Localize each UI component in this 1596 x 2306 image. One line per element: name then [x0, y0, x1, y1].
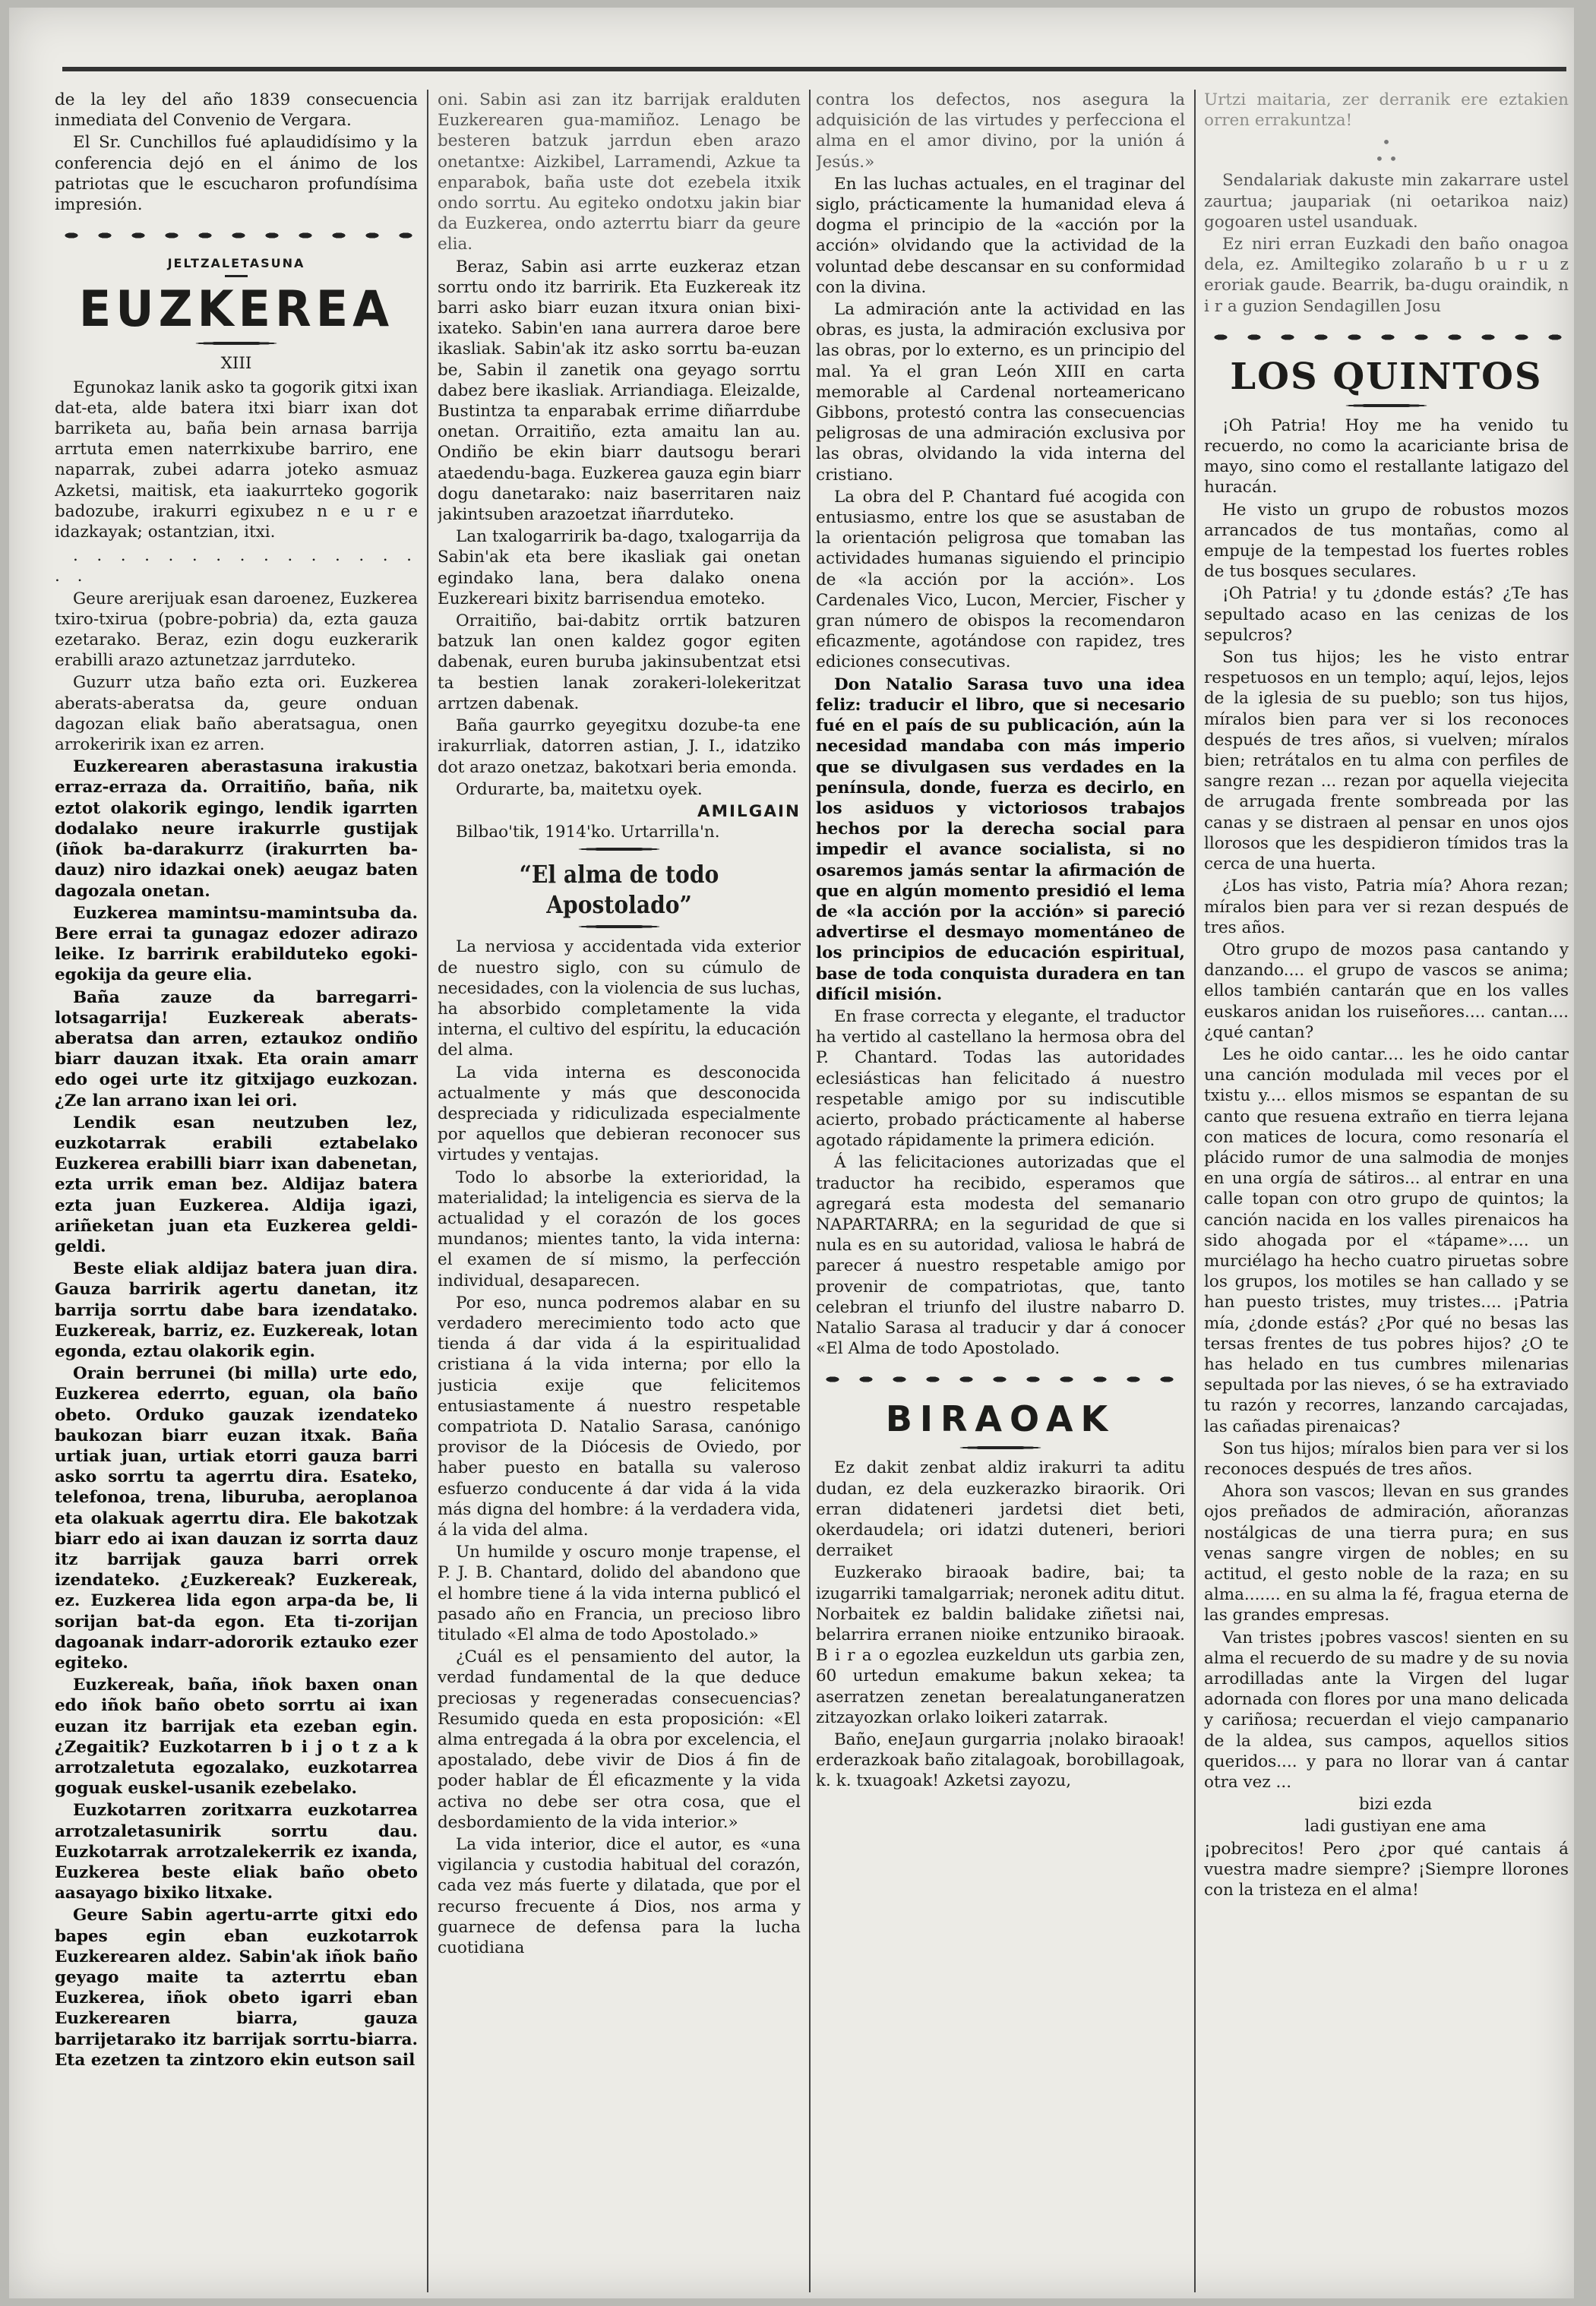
- paragraph: Ordurarte, ba, maitetxu oyek.: [456, 779, 703, 799]
- paragraph: ¡pobrecitos! Pero ¿por qué cantais á vuestra madre siempre? ¡Siempre llorones con la tristeza en el alma!: [1204, 1839, 1569, 1900]
- paragraph: Lendik esan neutzuben lez, euzkotarrak erabili eztabelako Euzkerea erabilli biarr ixan dabenetan, ezta urrik eman bez. Aldijaz batera ezta juan Euzkerea. Aldija igazi, ariñeketan juan eta Euzkerea geldi-geldi.: [55, 1113, 418, 1256]
- paragraph: Son tus hijos; les he visto entrar respetuosos en un templo; aquí, lejos, lejos de la iglesia de su pueblo; son tus hijos, míralos bien para ver si los reconoces después de tres años, si vuelven; míralos bien; retrátalos en tu alma con perfiles de sangre rezan ... rezan por aquella viejecita de arrugada frente sombreada por las canas y se distraen al pensar en unos ojos llorosos que les despidieron tímidos tras la cerca de una huerta.: [1204, 648, 1569, 874]
- ornamental-rule: [562, 847, 676, 851]
- headline-underline: [179, 341, 293, 346]
- paragraph: He visto un grupo de robustos mozos arrancados de tus montañas, como al empuje de la tempestad los fuertes robles de tus bosques seculares.: [1204, 500, 1569, 582]
- verse-line: bizi ezda: [1358, 1795, 1433, 1815]
- paragraph: En las luchas actuales, en el traginar del siglo, prácticamente la humanidad eleva á dogma el principio de la «acción por la acción» olvidando que la actividad de la voluntad debe descansar en su conformidad con la divina.: [816, 174, 1185, 297]
- paragraph: Euzkotarren zoritxarra euzkotarrea arrotzaletasunirik sorrtu dau. Euzkotarrak arrotzalekerrik ez ixanda, Euzkerea beste eliak baño obeto aasayago bixiko litxake.: [55, 1801, 418, 1903]
- paragraph: El Sr. Cunchillos fué aplaudidísimo y la conferencia dejó en el ánimo de los patriotas que le escucharon profundísima impresión.: [55, 133, 418, 215]
- column-3: [816, 90, 1185, 2306]
- paragraph: Baña gaurrko geyegitxu dozube-ta ene irakurrliak, datorren astian, J. I., idatziko dot arazo onetzaz, bakotxari beria emonda.: [438, 716, 801, 777]
- paragraph: Ez dakit zenbat aldiz irakurri ta aditu dudan, ez dela euzkerazko biraorik. Ori erran didateneri jardetsi diet beti, okerdaudela; ori idatzi duteneri, beriori derraiket: [816, 1458, 1185, 1561]
- headline-euzkerea: EUZKEREA: [78, 280, 394, 339]
- paragraph: Son tus hijos; míralos bien para ver si los reconoces después de tres años.: [1204, 1439, 1569, 1479]
- dotted-separator: . . . . . . . . . . . . . . . . .: [55, 546, 418, 586]
- paragraph: Les he oido cantar.... les he oido cantar una canción modulada mil veces por el txistu y.... ellos mismos se espantan de su canto que resuena extraño en tierra lejana con matices de locura, como resonaría el plácido rumor de una salmodia de monjes en una orgía de sátiros... al entrar en una calle topan con otro grupo de quintos; la canción nacida en los valles pirenaicos ha sido ahogada por el «tápame».... un murciélago ha hecho cuatro piruetas sobre los grupos, los motiles se han callado y se han puesto tristes, muy tristes.... ¡Patria mía, ¿donde estás? ¿Por qué no besas las tersas frentes de tus pobres hijos? ¿O te has helado en tus cumbres milenarias sepultada por las nieves, ó se ha extraviado tu razón y recorres, lanzando carcajadas, las cañadas pirenaicas?: [1204, 1044, 1569, 1436]
- paragraph: Beste eliak aldijaz batera juan dira. Gauza barririk agertu danetan, itz barrija sorrtu dabe bara izendatako. Euzkereak, barriz, ez. Euzkereak, lotan egonda, eztau olakorik egin.: [55, 1259, 418, 1361]
- paragraph: La vida interna es desconocida actualmente y más que desconocida despreciada y ridiculizada especialmente por aquellos que debieran reconocer sus virtudes y ventajas.: [438, 1063, 801, 1165]
- ornamental-divider: [816, 1371, 1185, 1388]
- headline-biraoak: BIRAOAK: [885, 1398, 1116, 1440]
- paragraph: La admiración ante la actividad en las obras, es justa, la admiración exclusiva por las obras, por lo externo, es un principio del mal. Ya el gran León XIII en carta memorable al Cardenal norteamericano Gibbons, protestó contra las consecuencias peligrosas de una admiración exclusiva por las obras, olvidando la vida interna del cristiano.: [816, 300, 1185, 485]
- paragraph: Urtzi maitaria, zer derranik ere eztakien orren errakuntza!: [1204, 90, 1569, 131]
- paragraph: Van tristes ¡pobres vascos! sienten en su alma el recuerdo de su madre y de su novia arrodilladas ante la Virgen del lugar adornada con flores por una mano delicada y cariñosa; recuerdan el viejo campanario de la aldea, sus campos, aquellos sitios queridos.... y para no llorar van á cantar otra vez ...: [1204, 1628, 1569, 1793]
- paragraph: ¡Oh Patria! y tu ¿donde estás? ¿Te has sepultado acaso en las cenizas de los sepulcros?: [1204, 584, 1569, 645]
- asterism-glyph: • • •: [1375, 133, 1398, 169]
- ornamental-divider: [55, 227, 418, 244]
- rule: [225, 275, 248, 277]
- paragraph: Euzkerea mamintsu-mamintsuba da. Bere errai ta gunagaz edozer adirazo leike. Iz barrirık erabilduteko egoki-egokija da geure elia.: [55, 903, 418, 985]
- column-2: [438, 90, 801, 2306]
- verse-line: ladi gustiyan ene ama: [1304, 1817, 1487, 1837]
- paragraph: En frase correcta y elegante, el traductor ha vertido al castellano la hermosa obra del P. Chantard. Todas las autoridades eclesiásticas han felicitado á nuestro respetable amigo por su indiscutible acierto, probado prácticamente al haberse agotado rápidamente la primera edición.: [816, 1006, 1185, 1151]
- paragraph: Geure arerijuak esan daroenez, Euzkerea txiro-txirua (pobre-pobria) da, ezta gauza ezetarako. Beraz, ezin dogu euzkerarik erabilli arazo aztunetzaz jarrduteko.: [55, 589, 418, 671]
- paragraph: Sendalariak dakuste min zakarrare ustel zaurtua; jaupariak (ni oetarikoa naiz) gogoaren ustel usanduak.: [1204, 171, 1569, 232]
- headline-underline: [1329, 403, 1443, 408]
- paragraph: Ahora son vascos; llevan en sus grandes ojos preñados de admiración, añoranzas nostálgicas de una tierra pura; en sus venas sangre virgen de nobles; en su actitud, el gesto noble de la raza; en su alma....... en su alma la fé, fragua eterna de las grandes empresas.: [1204, 1482, 1569, 1625]
- paragraph: Guzurr utza baño ezta ori. Euzkerea aberats-aberatsa da, geure onduan dagozan eliak baño aberatsagua, onen arrokeririk ixan ez arren.: [55, 673, 418, 755]
- paragraph: Todo lo absorbe la exterioridad, la materialidad; la inteligencia es sierva de la actualidad y el corazón de los goces mundanos; mientes tanto, la vida interna: el examen de sí mismo, la perfección individual, desaparecen.: [438, 1167, 801, 1290]
- paragraph: contra los defectos, nos asegura la adquisición de las virtudes y perfecciona el alma en el amor divino, por la unión á Jesús.»: [816, 90, 1185, 172]
- section-label: JELTZALETASUNA: [167, 256, 305, 271]
- paragraph: Lan txalogarririk ba-dago, txalogarrija da Sabin'ak eta bere ikasliak gai onetan egindako lana, bera dalako onena Euzkereari bixitz barrisendua emoteko.: [438, 527, 801, 608]
- paragraph: ¡Oh Patria! Hoy me ha venido tu recuerdo, no como la acariciante brisa de mayo, sino como el restallante latigazo del huracán.: [1204, 415, 1569, 498]
- paragraph: Ez niri erran Euzkadi den baño onagoa dela, ez. Amiltegiko zolaraño b u r u z eroriak gaude. Bearrik, ba-dugu oraindik, n i r a guzion Sendagillen Josu: [1204, 235, 1569, 316]
- paragraph: de la ley del año 1839 consecuencia inmediata del Convenio de Vergara.: [55, 90, 418, 131]
- paragraph: La vida interior, dice el autor, es «una vigilancia y custodia habitual del corazón, cada vez más fuerte y dilatada, que por el recurso frecuente á Dios, nos arma y guarnece de defensa para la lucha cuotidiana: [438, 1835, 801, 1958]
- paragraph: La obra del P. Chantard fué acogida con entusiasmo, entre los que se asustaban de la orientación peligrosa que tomaban las actividades humanas siguiendo el principio de «la acción por la acción». Los Cardenales Vico, Lucon, Mercier, Fischer y gran número de obispos la recomendaron eficazmente, agotándose con rapidez, tres ediciones consecutivas.: [816, 487, 1185, 672]
- author-signature: AMILGAIN: [697, 801, 801, 821]
- headline-los-quintos: LOS QUINTOS: [1230, 355, 1543, 398]
- column-1: [55, 90, 418, 2306]
- article-title: “El alma de todo Apostolado”: [519, 860, 719, 920]
- paragraph: Egunokaz lanik asko ta gogorik gitxi ixan dat-eta, alde batera itxi biarr ixan dot barriketa au, baña bein arnasa barrija arrtuta emen naterrkixube barriro, ene naparrak, zubei adarra joteko asmuaz Azketsi, maitisk, eta iaakurrteko gogorik badozube, irakurri egixubez n e u r e idazkayak; ostantzian, itxi.: [55, 377, 418, 542]
- paragraph: Un humilde y oscuro monje trapense, el P. J. B. Chantard, dolido del abandono que el hombre tiene á la vida interna publicó el pasado año en Francia, un precioso libro titulado «El alma de todo Apostolado.»: [438, 1543, 801, 1645]
- paragraph: oni. Sabin asi zan itz barrijak eralduten Euzkerearen gua-mamiñoz. Lenago be besteren batzuk jarrdun eben arazo onetantxe: Aizkibel, Larramendi, Azkue ta enparabok, baña uste dot ezebela itxik ondo sorrtu. Au egiteko ondotxu jakin biar da Euzkerea, ondo azterrtu biarr da geure elia.: [438, 90, 801, 254]
- part-number: XIII: [220, 354, 252, 374]
- paragraph: Euzkerearen aberastasuna irakustia erraz-erraza da. Orraitiño, baña, nik eztot olakorik egingo, lendik igarrten dodalako neure irakurrle gustijak (iñok ba-darakurrz (irakurrten ba-dauz) niro idazkai onek) aeugaz baten dagozala onetan.: [55, 757, 418, 901]
- column-4: [1204, 90, 1569, 2306]
- paragraph: Beraz, Sabin asi arrte euzkeraz etzan sorrtu ondo itz barririk. Eta Euzkereak itz barri asko biarr euzan itxura onian bixi-ixateko. Sabin'en ıana aurrera daroe bere ikasliak. Sabin'ak itz asko sorrtu ba-euzan be, Sabin il zanetik ona geyago sorrtu dabez bere ikasliak. Arriandiaga. Eleizalde, Bustintza ta enparabak errime diñarrdube onetan. Orraitiño, ezta amaitu lan au. Ondiño be ekin biarr dautsogu berari ataedendu-baga. Euzkerea gauza egin biarr dogu danetarako: naiz baserritaren naiz jakintsuben arazoetzat iñarrduteko.: [438, 257, 801, 525]
- newspaper-page: [9, 8, 1574, 2298]
- paragraph: Por eso, nunca podremos alabar en su verdadero merecimiento todo acto que tienda á dar vida á la espiritualidad cristiana á la vida interna; por ello la justicia exije que felicitemos entusiastamente á nuestro respetable compatriota D. Natalio Sarasa, canónigo provisor de la Diócesis de Oviedo, por haber puesto en batalla su valeroso esfuerzo conducente á dar vida á la vida más digna del hombre: á la verdadera vida, á la vida del alma.: [438, 1293, 801, 1540]
- paragraph: Baño, eneJaun gurgarria ¡nolako biraoak! erderazkoak baño zitalagoak, borobillagoak, k. k. txuagoak! Azketsi zayozu,: [816, 1730, 1185, 1791]
- paragraph: ¿Los has visto, Patria mía? Ahora rezan; míralos bien para ver si rezan después de tres años.: [1204, 877, 1569, 937]
- paragraph: Orraitiño, bai-dabitz orrtik batzuren batzuk lan onen kaldez gogor egiten dabenak, euren buruba jakinsubentzat etsi ta bestien lanak zorakeri-lolekeritzat arrtzen dabenak.: [438, 611, 801, 713]
- headline-underline: [943, 1445, 1057, 1450]
- paragraph: ¿Cuál es el pensamiento del autor, la verdad fundamental de la que deduce preciosas y regeneradas consecuencias? Resumido queda en esta proposición: «El alma entregada á la obra por excelencia, el apostalado, debe vivir de Dios á fin de poder hablar de Él eficazmente y la vida activa no debe ser otra cosa, que el desbordamiento de la vida interior.»: [438, 1647, 801, 1832]
- paragraph: Otro grupo de mozos pasa cantando y danzando.... el grupo de vascos se anima; ellos también cantarán que en los valles euskaros anidan los ruiseñores.... cantan.... ¿qué cantan?: [1204, 940, 1569, 1042]
- paragraph: Don Natalio Sarasa tuvo una idea feliz: traducir el libro, que si necesario fué en el país de su publicación, aún la necesidad mandaba con más imperio que se divulgasen sus verdades en la península, donde, fuerza es decirlo, en los asiduos y victoriosos trabajos hechos por la derecha social para impedir el avance socialista, si no osaremos jamás sentar la afirmación de que en algún momento presidió el lema de «la acción por la acción» si pareció advertirse el desmayo momentáneo de los principios de educación espiritual, base de toda conquista duradera en tan difícil misión.: [816, 674, 1185, 1004]
- paragraph: Geure Sabin agertu-arrte gitxi edo bapes egin eban euzkotarrok Euzkerearen aldez. Sabin'ak iñok baño geyago maite ta azterrtu eban Euzkerea, iñok obeto igarri eban Euzkerearen biarra, gauza barrijetarako itz barrijak sorrtu-biarra. Eta ezetzen ta zintzoro ekin eutson sail: [55, 1906, 418, 2070]
- column-divider: [1194, 90, 1196, 2292]
- column-divider: [809, 90, 811, 2292]
- paragraph: Á las felicitaciones autorizadas que el traductor ha recibido, esperamos que agregará esta modesta del semanario NAPARTARRA; en la seguridad de que si nula es en su autoridad, valiosa le habrá de parecer á nuestro respetable amigo por provenir de compatriotas, que, tanto celebran el triunfo del ilustre nabarro D. Natalio Sarasa al traducir y dar á conocer «El Alma de todo Apostolado.: [816, 1153, 1185, 1359]
- paragraph: La nerviosa y accidentada vida exterior de nuestro siglo, con su cúmulo de necesidades, con la violencia de sus luchas, ha absorbido completamente la vida interna, el cultivo del espíritu, la educación del alma.: [438, 937, 801, 1060]
- paragraph: Baña zauze da barregarri-lotsagarrija! Euzkereak aberats-aberatsa dan arren, eztaukoz ondiño biarr dauzan itxak. Eta orain amarr edo ogei urte itz gitxijago euzkozan. ¿Ze lan arrano ixan lei ori.: [55, 987, 418, 1110]
- asterism-ornament: [1204, 134, 1569, 167]
- paragraph: Euzkerako biraoak badire, bai; ta izugarriki tamalgarriak; neronek aditu ditut. Norbaitek ez baldin balidake ziñetsi nai, belarrira erranen nioike entzuniko biraoak. B i r a o egozlea euzkeldun uts garbia zen, 60 urtedun emakume bakun xekea; ta aserratzen zenetan berealatunganeratzen zitzayozkan orlako loikeri zatarrak.: [816, 1563, 1185, 1727]
- column-divider: [427, 90, 428, 2292]
- top-border-rule: [62, 67, 1566, 71]
- dateline: Bilbao'tik, 1914'ko. Urtarrilla'n.: [456, 823, 720, 842]
- ornamental-rule: [562, 924, 676, 929]
- paragraph: Orain berrunei (bi milla) urte edo, Euzkerea ederrto, eguan, ola baño obeto. Orduko gauzak izendateko baukozan biarr euzan itxak. Baña urtiak juan, urtiak etorri gauza barri asko sorrtu ta agerrtu dira. Esateko, telefonoa, trena, liburuba, aeroplanoa eta olakuak agerrtu dira. Ele bakotzak biarr edo ai ixan dauzan iz sorrta dauz itz barrijak gauza barri orrek izendateko. ¿Euzkereak? Euzkereak, ez. Euzkerea lida egon arpa-da be, li sorijan bat-da egon. Eta ti-zorijan dagoanak indarr-adororik eztauko ezer egiteko.: [55, 1364, 418, 1673]
- ornamental-divider: [1204, 329, 1569, 346]
- paragraph: Euzkereak, baña, iñok baxen onan edo iñok baño obeto sorrtu ai ixan euzan itz barrijak eta ezeban egin. ¿Zegaitik? Euzkotarren b i j o t z a k arrotzaletuta egozalako, euzkotarrea goguak euskel-usanik ezebelako.: [55, 1676, 418, 1799]
